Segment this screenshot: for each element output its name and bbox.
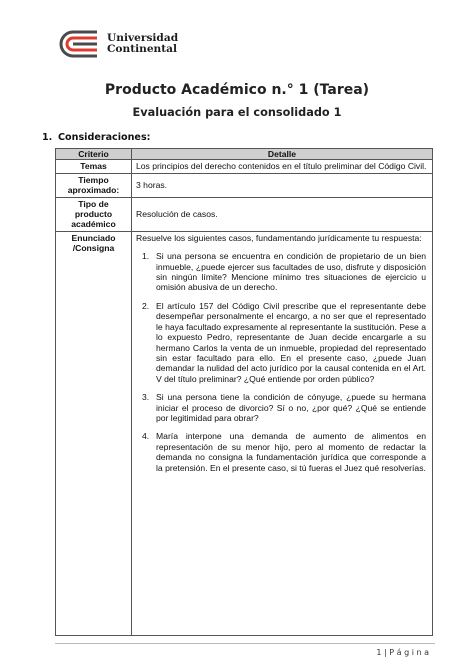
- row-label: Tiempo aproximado:: [56, 173, 132, 197]
- university-logo: [57, 29, 178, 59]
- logo-line-1: Universidad: [107, 31, 179, 44]
- logo-line-2: Continental: [107, 43, 178, 55]
- table-header-row: [56, 149, 433, 160]
- item-number: 1.: [142, 251, 150, 262]
- list-item: [136, 251, 428, 293]
- page-number: 1 | P á g i n a: [376, 648, 429, 657]
- footer-divider: [55, 643, 435, 644]
- row-label: Tipo de producto académico: [56, 197, 132, 231]
- considerations-table: [55, 148, 433, 636]
- list-item: [136, 431, 428, 473]
- item-text: Si una persona se encuentra en condición de propietario de un bien inmueble, ¿puede ejercer sus facultades de uso, disfrute y disposición sin ningún límite? Mencione mínimo tres situaciones de ejercicio u omisión abusiva de un derecho.: [156, 251, 426, 293]
- item-number: 4.: [142, 431, 150, 442]
- section-label: Consideraciones:: [58, 132, 151, 143]
- row-detail: 3 horas.: [132, 173, 433, 197]
- item-text: Si una persona tiene la condición de cónyuge, ¿puede su hermana iniciar el proceso de divorcio? Sí o no, ¿por qué? ¿Qué se entiende por legitimidad para obrar?: [156, 392, 426, 423]
- document-title: Producto Académico n.° 1 (Tarea): [104, 82, 370, 98]
- table-row: [56, 173, 433, 197]
- list-item: [136, 301, 428, 384]
- table-row: [56, 197, 433, 231]
- table-row: [56, 231, 433, 635]
- header-criterio: Criterio: [56, 149, 132, 160]
- table-row: [56, 160, 433, 173]
- row-detail: [132, 231, 433, 635]
- row-detail: Resolución de casos.: [132, 197, 433, 231]
- section-number: 1.: [42, 132, 53, 143]
- consigna-intro: Resuelve los siguientes casos, fundamentando jurídicamente tu respuesta:: [136, 232, 422, 243]
- logo-text: [107, 33, 178, 56]
- section-heading: [42, 132, 151, 143]
- row-label: Temas: [56, 160, 132, 173]
- row-label: Enunciado /Consigna: [56, 231, 132, 635]
- item-number: 3.: [142, 392, 150, 403]
- row-detail: Los principios del derecho contenidos en el título preliminar del Código Civil.: [132, 160, 433, 173]
- document-subtitle: Evaluación para el consolidado 1: [132, 106, 342, 119]
- item-number: 2.: [142, 300, 150, 311]
- item-text: El artículo 157 del Código Civil prescribe que el representante debe desempeñar personalmente el encargo, a no ser que el representado le haya facultado expresamente al representante la sustitución. Pese a lo expuesto Pedro, representante de Juan decide encargarle a su hermano Carlos la venta de un inmueble, propiedad del representado sin estar facultado para ello. En el presente caso, ¿puede Juan demandar la nulidad del acto jurídico por la causal contenida en el Art. V del título preliminar? ¿Qué entiende por orden público?: [156, 300, 426, 384]
- header-detalle: Detalle: [132, 149, 433, 160]
- continental-logo-icon: [57, 29, 101, 59]
- list-item: [136, 392, 428, 423]
- item-text: María interpone una demanda de aumento de alimentos en representación de su menor hijo, pero al momento de redactar la demanda no consigna la fundamentación jurídica que corresponde a la pretensión. En el presente caso, si tú fueras el Juez qué resolverías.: [156, 431, 426, 473]
